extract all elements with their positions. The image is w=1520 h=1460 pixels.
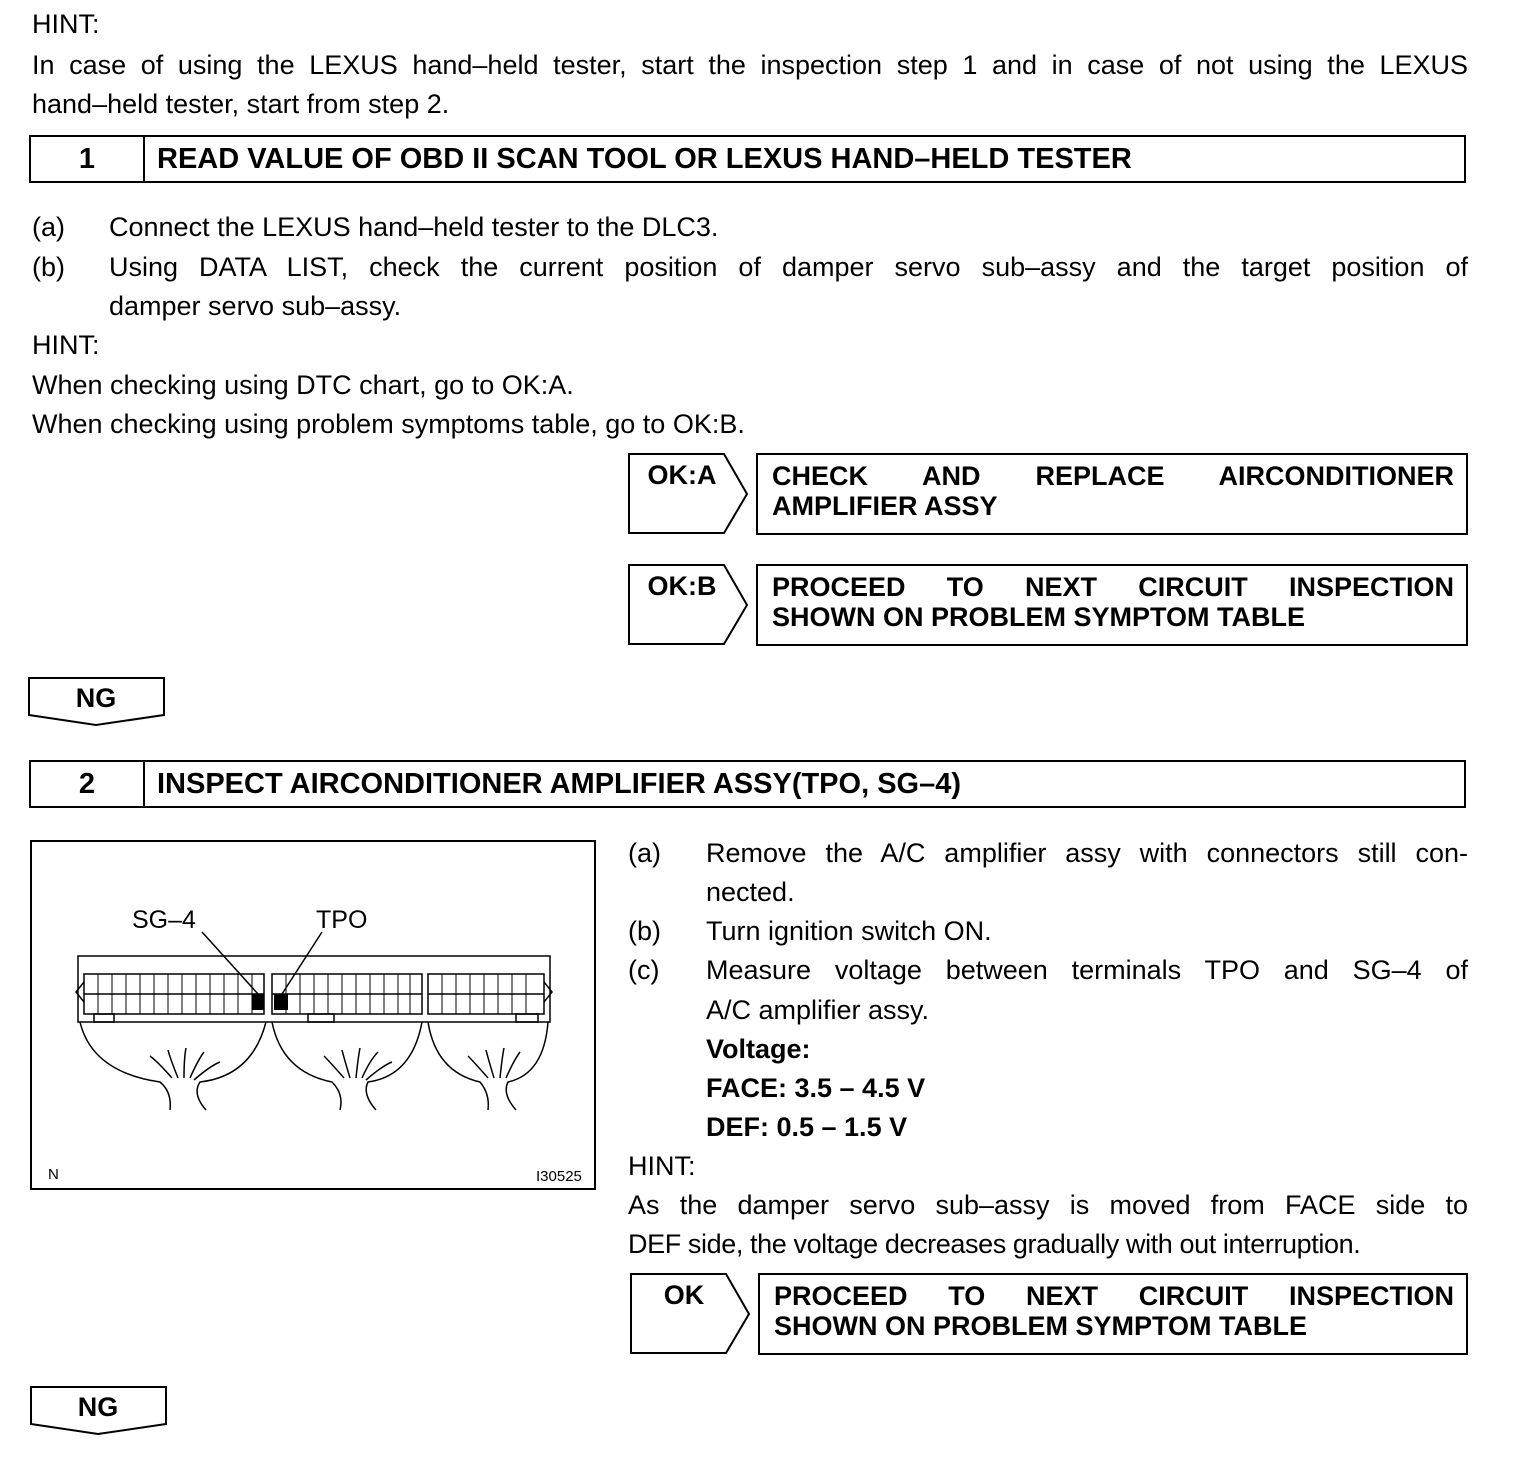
intro-hint-line-1: In case of using the LEXUS hand–held tester, start the inspection step 1 and in case of not using the LEXUS	[32, 50, 1468, 80]
step-2-c-line-1: Measure voltage between terminals TPO and SG–4 of	[706, 955, 1468, 985]
ok-a-result-line-2: AMPLIFIER ASSY	[772, 491, 998, 521]
step-2-c-marker: (c)	[628, 955, 660, 985]
ok-a-result-box	[756, 453, 1468, 535]
step-2-a-marker: (a)	[628, 838, 661, 868]
step-2-ok-arrow	[630, 1273, 752, 1355]
step-2-title: INSPECT AIRCONDITIONER AMPLIFIER ASSY(TPO, SG–4)	[157, 768, 962, 800]
ok-b-result-box	[756, 564, 1468, 646]
intro-hint-label: HINT:	[32, 9, 100, 39]
ok-b-result-line-2: SHOWN ON PROBLEM SYMPTOM TABLE	[772, 602, 1305, 632]
step-2-hint-line-1: As the damper servo sub–assy is moved from FACE side to	[628, 1190, 1468, 1220]
connector-drawing	[32, 842, 594, 1188]
step-1-a-text: Connect the LEXUS hand–held tester to the DLC3.	[109, 212, 719, 242]
step-1-b-marker: (b)	[32, 252, 65, 282]
step-2-b-marker: (b)	[628, 916, 661, 946]
step-1-b-line-2: damper servo sub–assy.	[109, 291, 402, 321]
step-2-b-text: Turn ignition switch ON.	[706, 916, 992, 946]
step-1-ng-arrow	[28, 677, 166, 727]
step-2-c-line-2: A/C amplifier assy.	[706, 995, 930, 1025]
step-1-header	[29, 135, 1466, 183]
step-1-hint-line-2: When checking using problem symptoms table, go to OK:B.	[32, 409, 745, 439]
step-1-title: READ VALUE OF OBD II SCAN TOOL OR LEXUS HAND–HELD TESTER	[157, 143, 1132, 175]
face-voltage-spec: FACE: 3.5 – 4.5 V	[706, 1073, 926, 1103]
step-2-ok-result-line-2: SHOWN ON PROBLEM SYMPTOM TABLE	[774, 1311, 1307, 1341]
step-1-ng-label: NG	[75, 683, 117, 713]
step-2-ok-result-box	[758, 1273, 1468, 1355]
figure-label-tpo: TPO	[316, 906, 368, 934]
step-2-ng-arrow	[30, 1386, 168, 1436]
step-2-a-line-2: nected.	[706, 877, 795, 907]
step-1-a-marker: (a)	[32, 212, 65, 242]
voltage-label: Voltage:	[706, 1034, 811, 1064]
step-2-ok-result-line-1: PROCEED TO NEXT CIRCUIT INSPECTION	[774, 1281, 1454, 1311]
ok-b-label: OK:B	[647, 571, 717, 601]
step-1-hint-line-1: When checking using DTC chart, go to OK:A.	[32, 370, 574, 400]
ok-b-arrow	[628, 564, 750, 646]
ok-a-label: OK:A	[647, 460, 717, 490]
def-voltage-spec: DEF: 0.5 – 1.5 V	[706, 1112, 908, 1142]
figure-corner-n: N	[48, 1166, 59, 1183]
intro-hint-line-2: hand–held tester, start from step 2.	[32, 89, 450, 119]
figure-label-sg4: SG–4	[132, 906, 196, 934]
step-2-ng-label: NG	[77, 1392, 119, 1422]
ok-b-result-line-1: PROCEED TO NEXT CIRCUIT INSPECTION	[772, 572, 1454, 602]
step-2-hint-line-2: DEF side, the voltage decreases gradually with out interruption.	[628, 1229, 1361, 1259]
connector-figure	[30, 840, 596, 1190]
step-2-a-line-1: Remove the A/C amplifier assy with connectors still con-	[706, 838, 1468, 868]
step-1-hint-label: HINT:	[32, 330, 100, 360]
step-2-header	[29, 760, 1466, 808]
ok-a-arrow	[628, 453, 750, 535]
figure-id: I30525	[536, 1168, 582, 1185]
step-1-b-line-1: Using DATA LIST, check the current position of damper servo sub–assy and the target position of	[109, 252, 1468, 282]
step-2-hint-label: HINT:	[628, 1151, 696, 1181]
step-1-number: 1	[31, 137, 145, 181]
step-2-number: 2	[31, 762, 145, 806]
ok-a-result-line-1: CHECK AND REPLACE AIRCONDITIONER	[772, 461, 1454, 491]
step-2-ok-label: OK	[663, 1280, 705, 1310]
